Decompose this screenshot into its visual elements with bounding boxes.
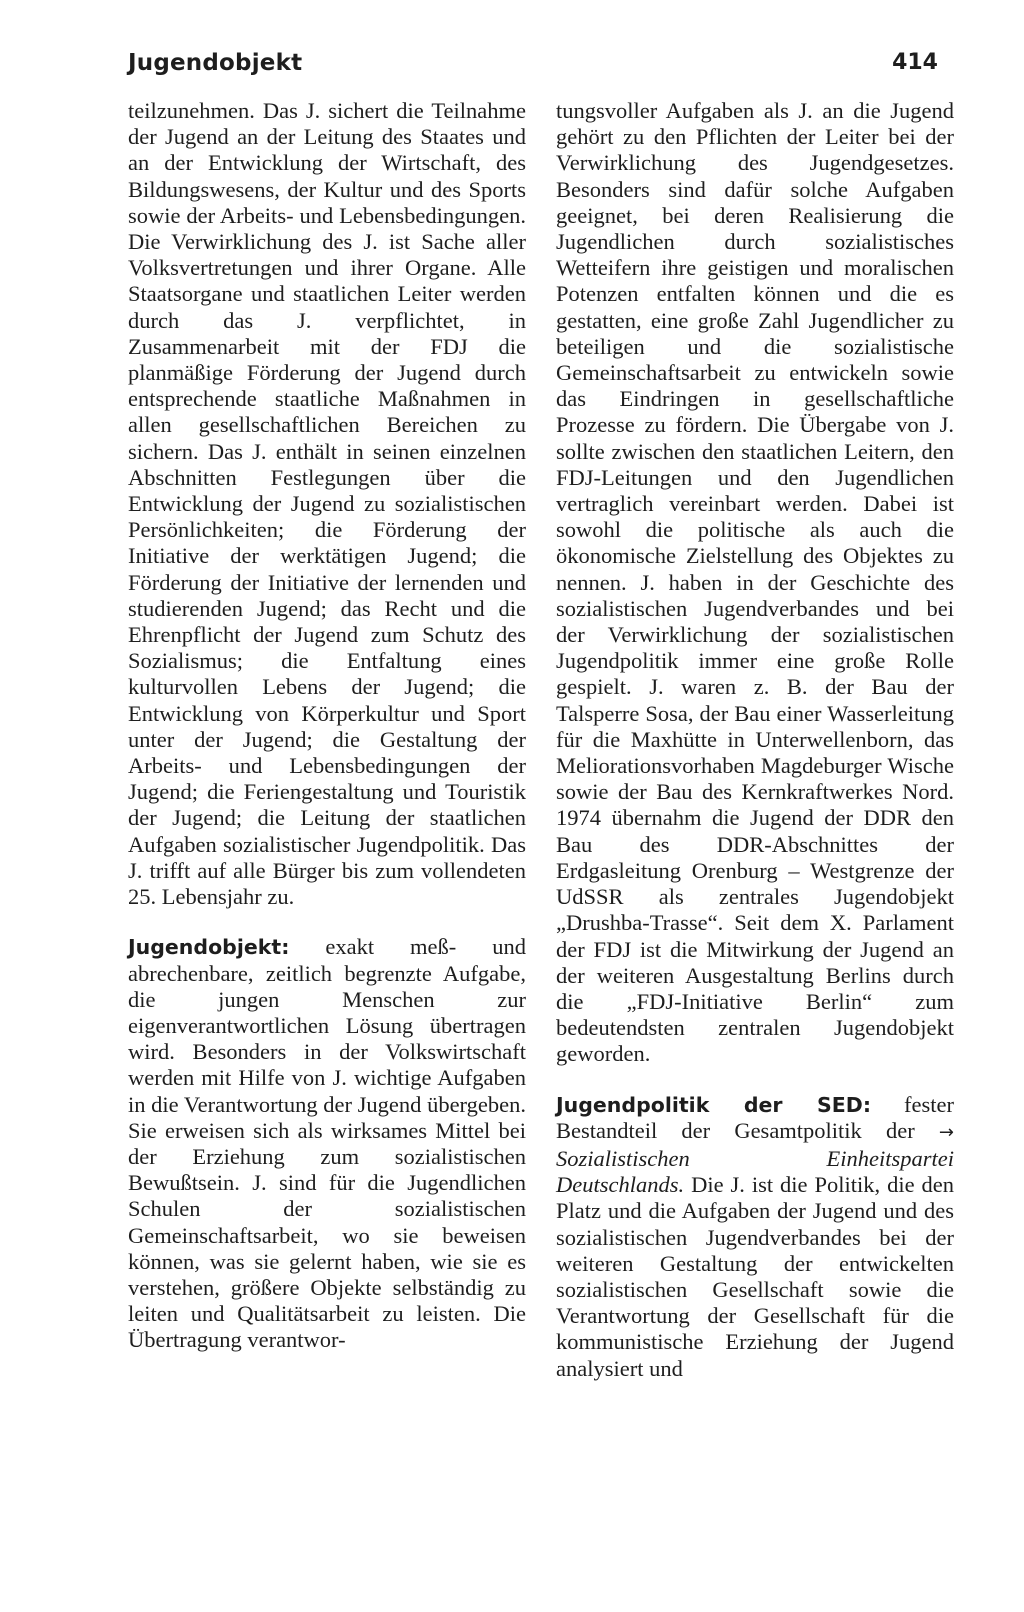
entry-jugendpolitik	[556, 1092, 954, 1382]
cross-reference-arrow-icon: →	[938, 1121, 954, 1143]
running-head: Jugendobjekt	[128, 50, 303, 76]
left-column	[128, 98, 526, 1354]
entry-jugendobjekt	[128, 934, 526, 1353]
entry-definition-rest: Die J. ist die Politik, die den Platz und die Aufgaben der Jugend und des sozialistischen Jugendverbandes bei der weiteren Gestaltung der entwickelten sozialistischen Gesellschaft sowie die Verantwortung der Gesellschaft für die kommunistische Erziehung der Jugend analysiert und	[556, 1172, 954, 1381]
continued-paragraph: teilzunehmen. Das J. sichert die Teilnahme der Jugend an der Leitung des Staates und an der Entwicklung der Wirtschaft, des Bildungswesens, der Kultur und des Sports sowie der Arbeits- und Lebensbedingungen. Die Verwirklichung des J. ist Sache aller Volksvertretungen und ihrer Organe. Alle Staatsorgane und staatlichen Leiter werden durch das J. verpflichtet, in Zusammenarbeit mit der FDJ die planmäßige Förderung der Jugend durch entsprechende staatliche Maßnahmen in allen gesellschaftlichen Bereichen zu sichern. Das J. enthält in seinen einzelnen Abschnitten Festlegungen über die Entwicklung der Jugend zu sozialistischen Persönlichkeiten; die Förderung der Initiative der werktätigen Jugend; die Förderung der Initiative der lernenden und studierenden Jugend; das Recht und die Ehrenpflicht der Jugend zum Schutz des Sozialismus; die Entfaltung eines kulturvollen Lebens der Jugend; die Entwicklung von Körperkultur und Sport unter der Jugend; die Gestaltung der Arbeits- und Lebensbedingungen der Jugend; die Feriengestaltung und Touristik der Jugend; die Leitung der staatlichen Aufgaben sozialistischer Jugendpolitik. Das J. trifft auf alle Bürger bis zum vollendeten 25. Lebensjahr zu.	[128, 98, 526, 910]
entry-definition: exakt meß- und abrechenbare, zeitlich begrenzte Aufgabe, die jungen Menschen zur eigenverantwortlichen Lösung übertragen wird. Besonders in der Volkswirtschaft werden mit Hilfe von J. wichtige Aufgaben in die Verantwortung der Jugend übergeben. Sie erweisen sich als wirksames Mittel bei der Erziehung zum sozialistischen Bewußtsein. J. sind für die Jugendlichen Schulen der sozialistischen Gemeinschaftsarbeit, wo sie beweisen können, was sie gelernt haben, wie sie es verstehen, größere Objekte selbständig zu leiten und Qualitätsarbeit zu leisten. Die Übertragung verantwor-	[128, 934, 526, 1353]
right-column	[556, 98, 954, 1382]
cross-reference-link[interactable]: Sozialistischen Einheitspartei Deutschlands.	[556, 1145, 954, 1198]
entry-headword: Jugendpolitik der SED:	[556, 1092, 872, 1117]
entry-headword: Jugendobjekt:	[128, 935, 290, 960]
page-number: 414	[892, 50, 938, 75]
continued-paragraph: tungsvoller Aufgaben als J. an die Jugend gehört zu den Pflichten der Leiter bei der Verwirklichung des Jugendgesetzes. Besonders sind dafür solche Aufgaben geeignet, bei deren Realisierung die Jugendlichen durch sozialistisches Wetteifern ihre geistigen und moralischen Potenzen entfalten können und die es gestatten, eine große Zahl Jugendlicher zu beteiligen und die sozialistische Gemeinschaftsarbeit zu entwickeln sowie das Eindringen in gesellschaftliche Prozesse zu fördern. Die Übergabe von J. sollte zwischen den staatlichen Leitern, den FDJ-Leitungen und den Jugendlichen vertraglich vereinbart werden. Dabei ist sowohl die politische als auch die ökonomische Zielstellung des Objektes zu nennen. J. haben in der Geschichte des sozialistischen Jugendverbandes und bei der Verwirklichung der sozialistischen Jugendpolitik immer eine große Rolle gespielt. J. waren z. B. der Bau der Talsperre Sosa, der Bau einer Wasserleitung für die Maxhütte in Unterwellenborn, das Meliorationsvorhaben Magdeburger Wische sowie der Bau des Kernkraftwerkes Nord. 1974 übernahm die Jugend der DDR den Bau des DDR-Abschnittes der Erdgasleitung Orenburg – Westgrenze der UdSSR als zentrales Jugendobjekt „Drushba-Trasse“. Seit dem X. Parlament der FDJ ist die Mitwirkung der Jugend an der weiteren Ausgestaltung Berlins durch die „FDJ-Initiative Berlin“ zum bedeutendsten zentralen Jugendobjekt geworden.	[556, 98, 954, 1067]
entry-definition-start: fester Bestandteil der Gesamtpolitik der	[556, 1091, 954, 1143]
